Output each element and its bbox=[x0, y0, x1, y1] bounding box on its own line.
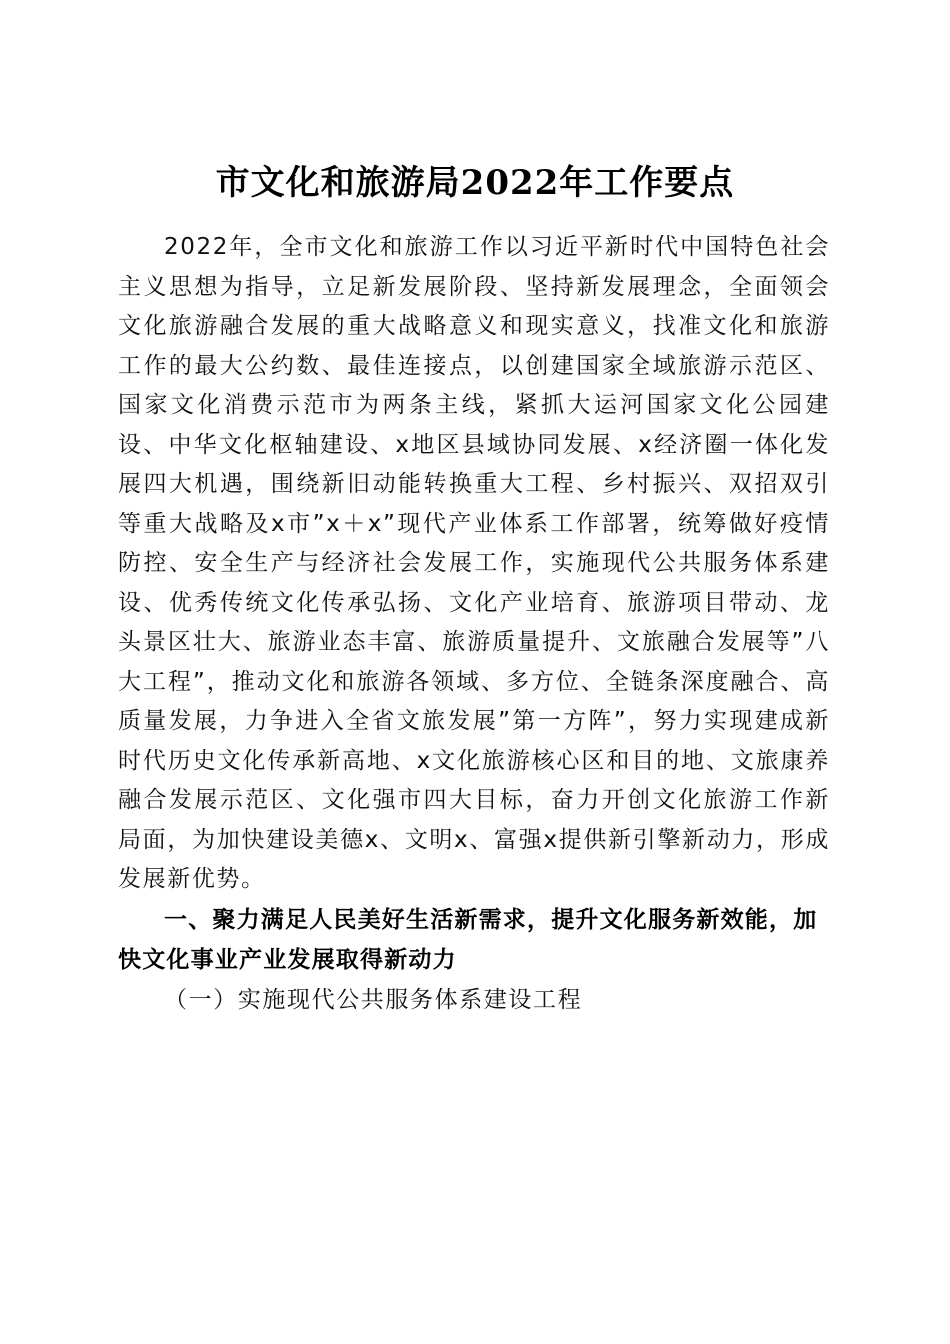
document-body bbox=[118, 228, 830, 1020]
document-title: 市文化和旅游局2022年工作要点 bbox=[215, 162, 735, 203]
subsection-one-heading: （一）实施现代公共服务体系建设工程 bbox=[164, 986, 583, 1013]
section-one-heading: 一、聚力满足人民美好生活新需求，提升文化服务新效能，加快文化事业产业发展取得新动力 bbox=[118, 906, 818, 973]
intro-paragraph: 2022年，全市文化和旅游工作以习近平新时代中国特色社会主义思想为指导，立足新发展阶段、坚持新发展理念，全面领会文化旅游融合发展的重大战略意义和现实意义，找准文化和旅游工作的最大公约数、最佳连接点，以创建国家全域旅游示范区、国家文化消费示范市为两条主线，紧抓大运河国家文化公园建设、中华文化枢轴建设、x地区县域协同发展、x经济圈一体化发展四大机遇，围绕新旧动能转换重大工程、乡村振兴、双招双引等重大战略及x市”x＋x”现代产业体系工作部署，统筹做好疫情防控、安全生产与经济社会发展工作，实施现代公共服务体系建设、优秀传统文化传承弘扬、文化产业培育、旅游项目带动、龙头景区壮大、旅游业态丰富、旅游质量提升、文旅融合发展等”八大工程”，推动文化和旅游各领域、多方位、全链条深度融合、高质量发展，力争进入全省文旅发展”第一方阵”，努力实现建成新时代历史文化传承新高地、x文化旅游核心区和目的地、文旅康养融合发展示范区、文化强市四大目标，奋力开创文化旅游工作新局面，为加快建设美德x、文明x、富强x提供新引擎新动力，形成发展新优势。 bbox=[118, 234, 830, 892]
